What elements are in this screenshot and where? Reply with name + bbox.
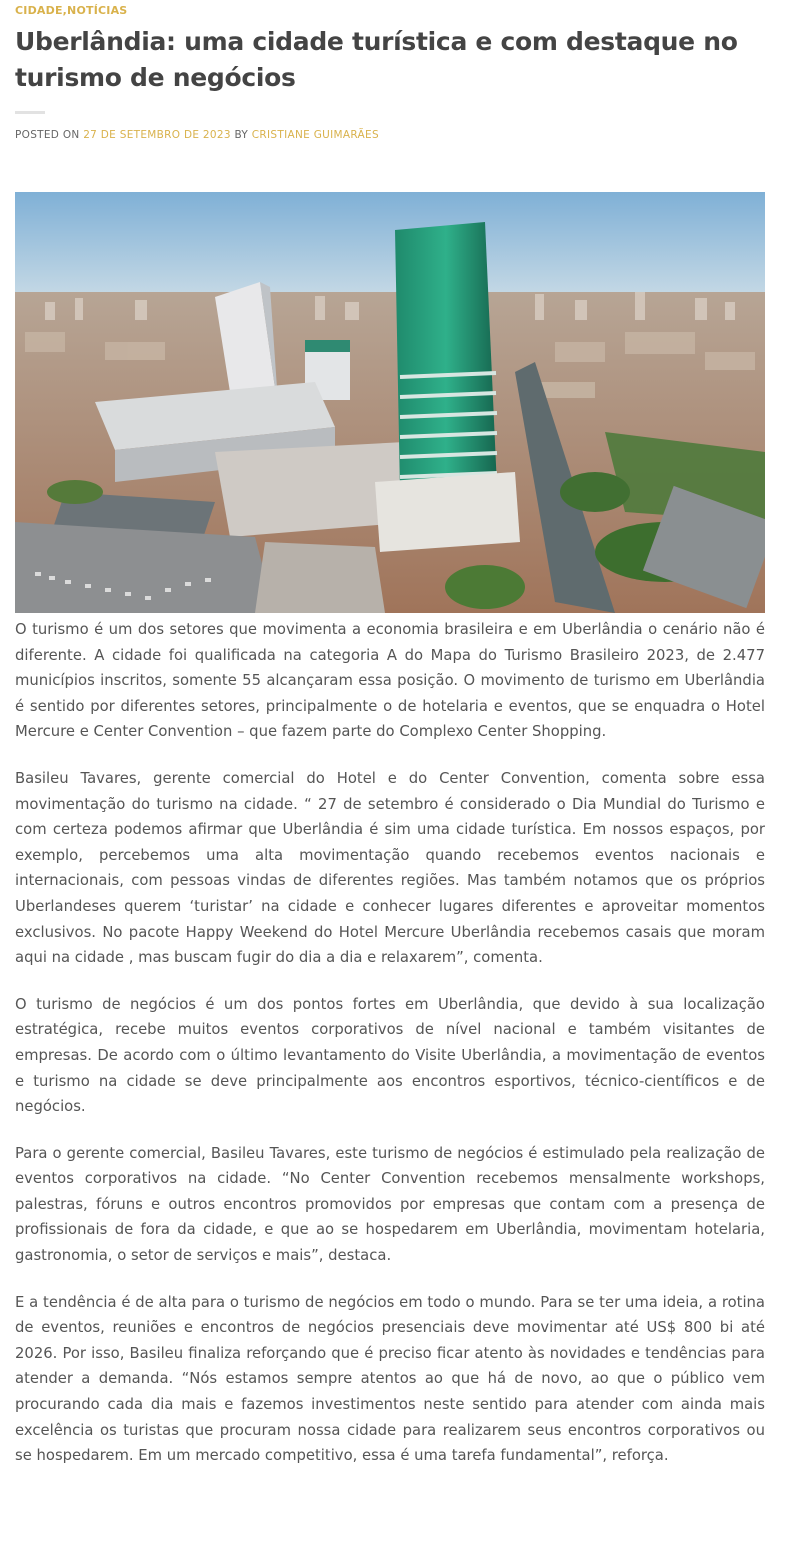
featured-image: [15, 192, 765, 613]
category-link-cidade[interactable]: CIDADE: [15, 4, 63, 17]
category-separator: ,: [62, 4, 68, 17]
paragraph: O turismo de negócios é um dos pontos fortes em Uberlândia, que devido à sua localização estratégica, recebe muitos eventos corporativos de nível nacional e também visitantes de empresas. De acordo com o último levantamento do Visite Uberlândia, a movimentação de eventos e turismo na cidade se deve principalmente aos encontros esportivos, técnico-científicos e de negócios.: [15, 995, 765, 1116]
author-link[interactable]: CRISTIANE GUIMARÃES: [251, 129, 379, 141]
post-date-link[interactable]: 27 DE SETEMBRO DE 2023: [83, 129, 231, 141]
paragraph: O turismo é um dos setores que movimenta a economia brasileira e em Uberlândia o cenário não é diferente. A cidade foi qualificada na categoria A do Mapa do Turismo Brasileiro 2023, de 2.477 municípios inscritos, somente 55 alcançaram essa posição. O movimento de turismo em Uberlândia é sentido por diferentes setores, principalmente o de hotelaria e eventos, que se enquadra o Hotel Mercure e Center Convention – que fazem parte do Complexo Center Shopping.: [15, 621, 765, 741]
paragraph: E a tendência é de alta para o turismo de negócios em todo o mundo. Para se ter uma ideia, a rotina de eventos, reuniões e encontros de negócios presenciais deve movimentar até US$ 800 bi até 2026. Por isso, Basileu finaliza reforçando que é preciso ficar atento às novidades e tendências para atender a demanda. “Nós estamos sempre atentos ao que há de novo, ao que o público vem procurando cada dia mais e fazemos investimentos neste sentido para atender com ainda mais excelência os turistas que procuram nossa cidade para realizarem seus encontros corporativos ou se hospedarem. Em um mercado competitivo, essa é uma tarefa fundamental”, reforça.: [15, 1293, 765, 1465]
paragraph: Basileu Tavares, gerente comercial do Hotel e do Center Convention, comenta sobre essa movimentação do turismo na cidade. “ 27 de setembro é considerado o Dia Mundial do Turismo e com certeza podemos afirmar que Uberlândia é sim uma cidade turística. Em nossos espaços, por exemplo, percebemos uma alta movimentação quando recebemos eventos nacionais e internacionais, com pessoas vindas de diferentes regiões. Mas também notamos que os próprios Uberlandeses querem ‘turistar’ na cidade e conhecer lugares diferentes e aproveitar momentos exclusivos. No pacote Happy Weekend do Hotel Mercure Uberlândia recebemos casais que moram aqui na cidade , mas buscam fugir do dia a dia e relaxarem”, comenta.: [15, 769, 765, 967]
category-link-noticias[interactable]: NOTÍCIAS: [67, 4, 128, 17]
post-meta: [15, 129, 379, 141]
aerial-city-photo: [15, 192, 765, 613]
by-label: BY: [234, 129, 249, 141]
post-title: Uberlândia: uma cidade turística e com destaque no turismo de negócios: [15, 27, 738, 92]
article-body: [15, 617, 765, 1490]
posted-on-label: POSTED ON: [15, 129, 80, 141]
title-divider: [15, 111, 45, 114]
paragraph: Para o gerente comercial, Basileu Tavares, este turismo de negócios é estimulado pela realização de eventos corporativos na cidade. “No Center Convention recebemos mensalmente workshops, palestras, fóruns e outros encontros promovidos por empresas que contam com a presença de profissionais de fora da cidade, e que ao se hospedarem em Uberlândia, movimentam hotelaria, gastronomia, o setor de serviços e mais”, destaca.: [15, 1144, 765, 1265]
category-links: [15, 4, 127, 17]
